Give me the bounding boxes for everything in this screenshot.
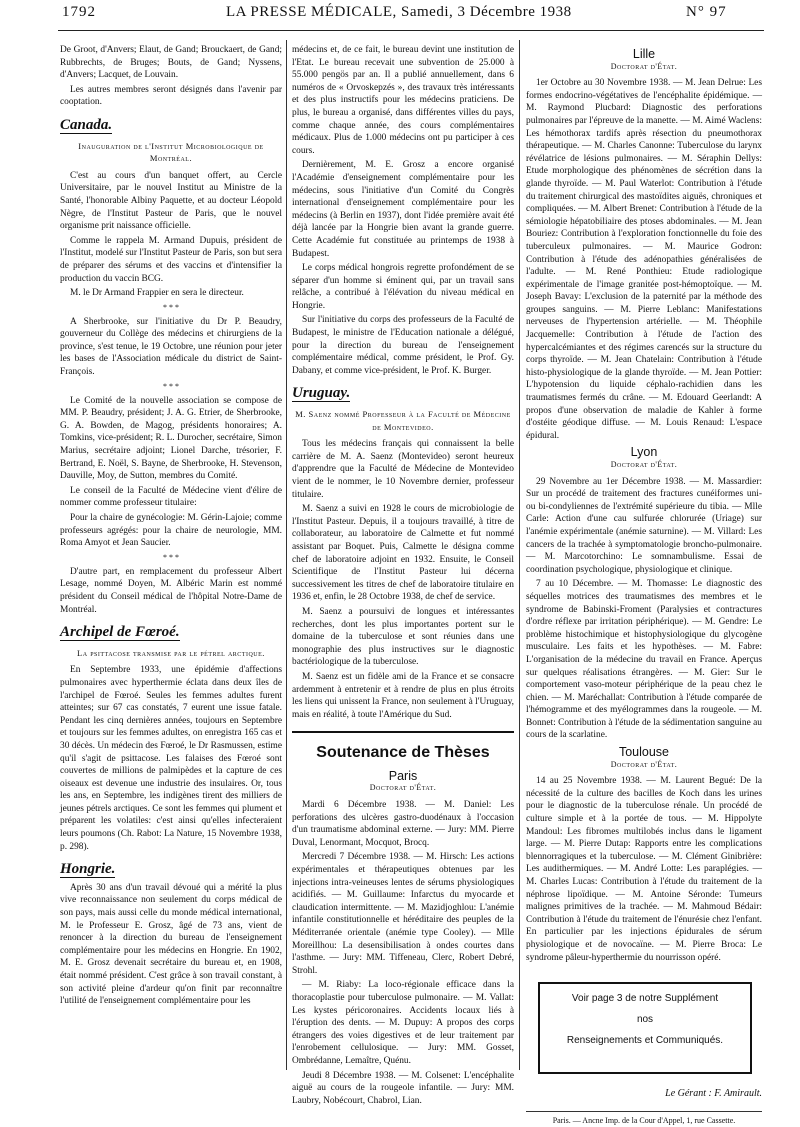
paragraph: Sur l'initiative du corps des professeurs de la Faculté de Budapest, le ministre de l'Education nationale a délégué, pour la direction du bureau de l'enseignement complémentaire médical, comme président, le Prof. Gy. Dabany, et comme vice-président, le Prof. K. Burger. [292,315,514,376]
paragraph: C'est au cours d'un banquet offert, au Cercle Universitaire, par le nouvel Institut au Ministre de la Santé, l'honorable Albiny Paquette, et au docteur Léopold Nègre, de l'Institut Pasteur de Paris, que le nouvel organisme prit naissance officielle. [60,170,282,232]
doctorat-label: Doctorat d'État. [610,460,678,469]
paragraph: — M. Riaby: La loco-régionale efficace dans la thoracoplastie pour tuberculose pulmonaire. — M. Vallat: Les kystes péricoronaires. Accidents locaux liés à l'éruption des dents. — M. Dupuy: A propos des corps étrangers des voies digestives et de leur traitement par l'enrobement cellulosique. — Jury: MM. Gosset, Ombrédanne, Lemaître, Quénu. [292,980,514,1066]
column-left [60,44,282,1010]
city-heading-toulouse: Toulouse [618,745,670,760]
column-divider-2 [519,40,520,1070]
section-title-canada: Canada. [60,116,113,133]
paragraph: M. Saenz a suivi en 1928 le cours de microbiologie de l'Institut Pasteur. Depuis, il a toujours travaillé, à titre de collaborateur, au laboratoire de Calmette et fut nommé assistant par Boquet. Puis, Calmette le désigna comme chef de laboratoire adjoint en 1932. Ensuite, le Conseil Scientifique de l'Institut Pasteur lui décerna successivement les titres de chef de laboratoire titulaire en 1936 et, enfin, le 28 Octobre 1938, de chef de service. [292,504,514,603]
doctorat-label: Doctorat d'État. [369,783,437,793]
page-number: 1792 [62,4,96,20]
issue-number: N° 97 [686,4,727,20]
paragraph: Les autres membres seront désignés dans l'avenir par cooptation. [60,84,282,108]
section-title-faroe: Archipel de Fœroé. [60,624,180,641]
header-rule [58,30,764,31]
paragraph: M. le Dr Armand Frappier en sera le directeur. [70,288,244,299]
column-middle [292,44,514,1109]
city-heading-lille: Lille [632,47,656,61]
paragraph: Pour la chaire de gynécologie: M. Gérin-Lajoie; comme professeurs agrégés: pour la chaire de neurologie, MM. Roma Amyot et Jean Saucier. [60,513,282,549]
paragraph: D'autre part, en remplacement du professeur Albert Lesage, nommé Doyen, M. Albéric Marin est nommé président du Conseil médical de l'hôpital Notre-Dame de Montréal. [60,566,282,615]
theses-section [292,731,514,1107]
doctorat-label: Doctorat d'État. [610,759,678,769]
section-title-hongrie: Hongrie. [60,861,116,878]
paragraph: Jeudi 8 Décembre 1938. — M. Colsenet: L'encéphalite aiguë au cours de la rougeole infantile. — Jury: MM. Laubry, Nobécourt, Chabrol, Lian. [292,1070,514,1106]
notice-line: nos [636,1014,654,1026]
column-divider-1 [286,40,287,1070]
paragraph: En Septembre 1933, une épidémie d'affections pulmonaires avec hyperthermie éclata dans deux îles de l'archipel de Fœroé. Seules les femmes adultes furent atteintes; sur 67 cas constatés, 7 eurent une issue fatale. Pendant les cinq dernières années, toujours en Septembre et toujours sur les femmes adultes, on enregistra 165 cas et 30 décès. Un médecin des Fœroé, le Dr Rasmussen, estime qu'il s'agit de psittacose. Les falaises des Fœroé sont couvertes de millions de palmipèdes et la capture de ces oiseaux est devenue une industrie des insulaires. Or, tous les ans, en Septembre, les indigènes tirent des milliers de jeunes pétrels arctiques. Ce sont les femmes qui plument et préparent les volatiles: c'est ainsi qu'elles infecteraient leurs poumons (Ch. Rabot: La Nature, 15 Novembre 1938, p. 298). [60,665,282,852]
page-header [0,0,800,34]
paragraph: médecins et, de ce fait, le bureau devint une institution de l'Etat. Le bureau recevait une subvention de 25.000 à 55.000 pengös par an. Il a publié annuellement, dans 6 numéros de « Orvoskepzés », des travaux très intéressants et des plus instructifs pour les médecins praticiens. De plus, le bureau a organisé, dans différentes villes du pays, comme chaque année, des cours complémentaires médicaux. Plus de 1.000 médecins ont pu participer à ces cours. [292,45,514,156]
paragraph: Mardi 6 Décembre 1938. — M. Daniel: Les perforations des ulcères gastro-duodénaux à l'occasion d'un traumatisme abdominal externe. — Jury: MM. Pierre Duval, Lenormant, Mocquot, Brocq. [292,800,514,848]
paragraph: Le conseil de la Faculté de Médecine vient d'élire de nommer comme professeur titulaire: [60,485,282,509]
column-right [526,44,762,1127]
section-title-uruguay: Uruguay. [292,385,351,402]
section-subtitle: Inauguration de l'Institut Microbiologique de Montréal. [78,140,264,164]
paragraph: 14 au 25 Novembre 1938. — M. Laurent Begué: De la nécessité de la culture des bacilles de Koch dans les urines pour le diagnostic de la tuberculose rénale. Un procédé de culture simple et à la portée de tous. — M. Hippolyte Mandoul: Les fibromes multilobés inclus dans le ligament large. — M. Pierre Dutap: Rapports entre les complications blennorragiques et la tuberculose. — M. Clément Ginibrière: Les audithermiques. — M. André Lotte: Les paraplégies. — M. Charles Lucas: Contribution à l'étude du traitement de la néphrose lipoïdique. — M. Antoine Séronde: Tumeurs malignes primitives de la trachée. — M. Mahmoud Bédair: Contribution à l'étude du traitement de l'énurésie chez l'enfant. En particulier par les injections épidurales de sérum physiologique et de novocaïne. — M. Pierre Broca: Le syndrome pâleur-hyperthermie du nourrisson opéré. [526,776,762,963]
notice-line: Voir page 3 de notre Supplément [571,993,719,1005]
notice-line: Renseignements et Communiqués. [566,1035,724,1047]
paragraph: 1er Octobre au 30 Novembre 1938. — M. Jean Delrue: Les formes endocrino-végétatives de l'encéphalite épidémique. — M. Raymond Plucbard: Diagnostic des perforations pulmonaires par l'épreuve de la manette. — M. Aimé Waclens: Les hémothorax tardifs après résection du pneumothorax thérapeutique. — M. Charles Canonne: Tuberculose du larynx révélatrice de lésions pulmonaires. — M. Séraphin Dellys: Etude morphologique des phénomènes de sécrétion dans la glande thyroïde. — M. Paul Waterlot: Contribution à l'étude du traitement chirurgical des mastoïdites aiguës, chroniques et compliquées. — M. Albert Brenet: Contribution à l'étude de la sémiologie hépatobiliaire des ptoses abdominales. — M. Jean Bouriez: Contribution à l'exploration fonctionnelle du foie des tuberculeux pulmonaires. — M. Maurice Godron: Contribution à l'étude des adénopathies généralisées de l'adulte. — M. René Ponthieu: Etude radiologique expérimentale de l'image granitée post-hémoptoïque. — M. Joseph Bavay: L'exclusion de la paternité par la méthode des groupes sanguins. — M. Pierre Leblanc: Manifestations nerveuses de l'hypertension artérielle. — M. Théophile Jacquemelle: Contribution à l'étude de l'action des hypercalcémiantes et des régimes carencés sur la structure du corps thyroïde. — M. Jean Chatelain: Contribution à l'étude histo-physiologique de la glande thyroïde. — M. Jean Pottier: L'hypotension du liquide céphalo-rachidien dans les traumatismes fermés du crâne. — M. Edouard Geerlandt: A propos d'une observation de maladie de Kahler à forme d'ostéite géodique diffuse. — M. Louis Renaud: L'espace épidural. [526,78,762,441]
journal-title: LA PRESSE MÉDICALE, Samedi, 3 Décembre 1938 [226,4,572,20]
doctorat-label: Doctorat d'État. [610,61,678,71]
separator-stars: * * * [163,552,179,562]
paragraph: Dernièrement, M. E. Grosz a encore organisé l'Académie d'enseignement complémentaire pour les médecins, sous l'initiative d'un Comité du Congrès international d'enseignement complémentaire pour les médecins (à Berlin en 1937), dont l'idée première avait été déjà lancée par la Hongrie bien avant la grande guerre. Cette Académie fut constituée au printemps de 1938 à Budapest. [292,160,514,259]
separator-stars: * * * [163,381,179,391]
gerant-signature: Le Gérant : F. Amirault. [665,1088,762,1100]
city-heading-lyon: Lyon [630,445,658,460]
paragraph: Le corps médical hongrois regrette profondément de se séparer d'un homme si éminent qui, par un travail sans relâche, a contribué à l'élévation du niveau médical en Hongrie. [292,263,514,311]
supplement-notice-box [538,982,752,1074]
paragraph: 7 au 10 Décembre. — M. Thomasse: Le diagnostic des séquelles motrices des traumatismes des membres et le syndrome de Babinski-Froment (Paralysies et contractures d'ordre réflexe par irritation périphérique). — M. Gendre: Le problème histochimique et histophysiologique du glycogène musculaire. Les faits et les hypothèses. — M. Fabre: L'organisation de la médecine du travail en France. Aperçus sur quelques réalisations étrangères. — M. Gier: Sur le comportement vaso-moteur périphérique de la peau chez le chien. — M. Maréchallat: Contribution à l'étude comparée de l'hémogramme et des myélogrammes dans la rougeole. — M. Bonnet: Contribution à l'étude de la sédimentation sanguine au cours de la scarlatine. [526,579,762,741]
printer-imprint: Paris. — Ancne Imp. de la Cour d'Appel, 1, rue Cassette. [526,1111,762,1127]
separator-stars: * * * [163,302,179,312]
paragraph: Mercredi 7 Décembre 1938. — M. Hirsch: Les actions expérimentales et thérapeutiques obtenues par les injections intra-veineuses lentes de sérums physiologiques acidifiés. — M. Guillaume: Infarctus du myocarde et claudication intermittente. — M. Mazidjoghlou: L'anémie infantile constitutionnelle et héréditaire des peuples de la Méditerranée orientale (anémie type Cooley). — Mlle Moreillhou: La desensibilisation à ondes courtes dans l'asthme. — Jury: MM. Tiffeneau, Clerc, Robert Debré, Strohl. [292,852,514,976]
paragraph: De Groot, d'Anvers; Elaut, de Gand; Brouckaert, de Gand; Rubbrechts, de Bruges; Bouts, de Gand; Nyssens, d'Anvers; Lacquet, de Louvain. [60,45,282,81]
theses-title: Soutenance de Thèses [316,744,490,762]
section-subtitle: La psittacose transmise par le pétrel arctique. [77,647,265,658]
paragraph: A Sherbrooke, sur l'initiative du Dr P. Beaudry, gouverneur du Collège des médecins et chirurgiens de la province, s'est tenue, le 19 Octobre, une réunion pour jeter les bases de l'Association médicale du district de Saint-François. [60,316,282,378]
section-subtitle: M. Saenz nommé Professeur à la Faculté de Médecine de Montevideo. [295,409,511,432]
paragraph: Comme le rappela M. Armand Dupuis, président de l'Institut, modelé sur l'Institut Pasteur de Paris, son but sera de préparer des sérums et des vaccins et d'intensifier la production du vaccin BCG. [60,235,282,284]
city-heading-paris: Paris [388,768,418,783]
paragraph: M. Saenz a poursuivi de longues et intéressantes recherches, dont les plus importantes portent sur le domaine de la tuberculose et sont réunies dans une monographie des plus instructives sur le diagnostic bactériologique de la tuberculose. [292,606,514,668]
paragraph: M. Saenz est un fidèle ami de la France et se consacre ardemment à entretenir et à rendre de plus en plus étroits les liens qui unissent la France, non seulement à l'Uruguay, mais en réalité, à toute l'Amérique du Sud. [292,671,514,720]
paragraph: Le Comité de la nouvelle association se compose de MM. P. Beaudry, président; J. A. G. Etrier, de Sherbrooke, G. A. Bowden, de Magog, présidents honoraires; A. Tomkins, vice-président; R. L. Durocher, secrétaire, Simon Marius, secrétaire adjoint; Lionel Darche, trésorier, F. Bertrand, E. Noël, S. Bayne, de Sherbrooke, H. Stevenson, Dauville, Moy, de Sutton, membres du Comité. [60,395,282,482]
paragraph: Tous les médecins français qui connaissent la belle carrière de M. A. Saenz (Montevideo) seront heureux d'apprendre que la Faculté de Médecine de Montevideo vient de le nommer, le 10 Novembre dernier, professeur titulaire. [292,439,514,500]
paragraph: Après 30 ans d'un travail dévoué qui a mérité la plus vive reconnaissance non seulement du corps médical de son pays, mais aussi celle du monde médical international, M. le Professeur E. Grosz, âgé de 73 ans, vient de renoncer à la direction du bureau de l'enseignement complémentaire pour les médecins en Hongrie. En 1902, M. E. Grosz devenait secrétaire du bureau et, en 1908, était nommé président. C'est grâce à son travail constant, à son activité pleine d'ardeur qu'on finit par reconnaître l'utilité de l'enseignement complémentaire pour les [60,882,282,1007]
paragraph: 29 Novembre au 1er Décembre 1938. — M. Massardier: Sur un procédé de traitement des fractures cunéiformes uni- ou bi-condyliennes de l'extrémité supérieure du tibia. — Mlle Carle: Action d'une cau sulfurée chlorurée (Uriage) sur l'anémie expérimentale (anémie saturnine). — M. Villard: Les cancers de la trachée à symptomatologie broncho-pulmonaire. — M. Marcotorchino: Le somnambulisme. Essai de coordination psychologique, physiologique et clinique. [526,476,762,575]
